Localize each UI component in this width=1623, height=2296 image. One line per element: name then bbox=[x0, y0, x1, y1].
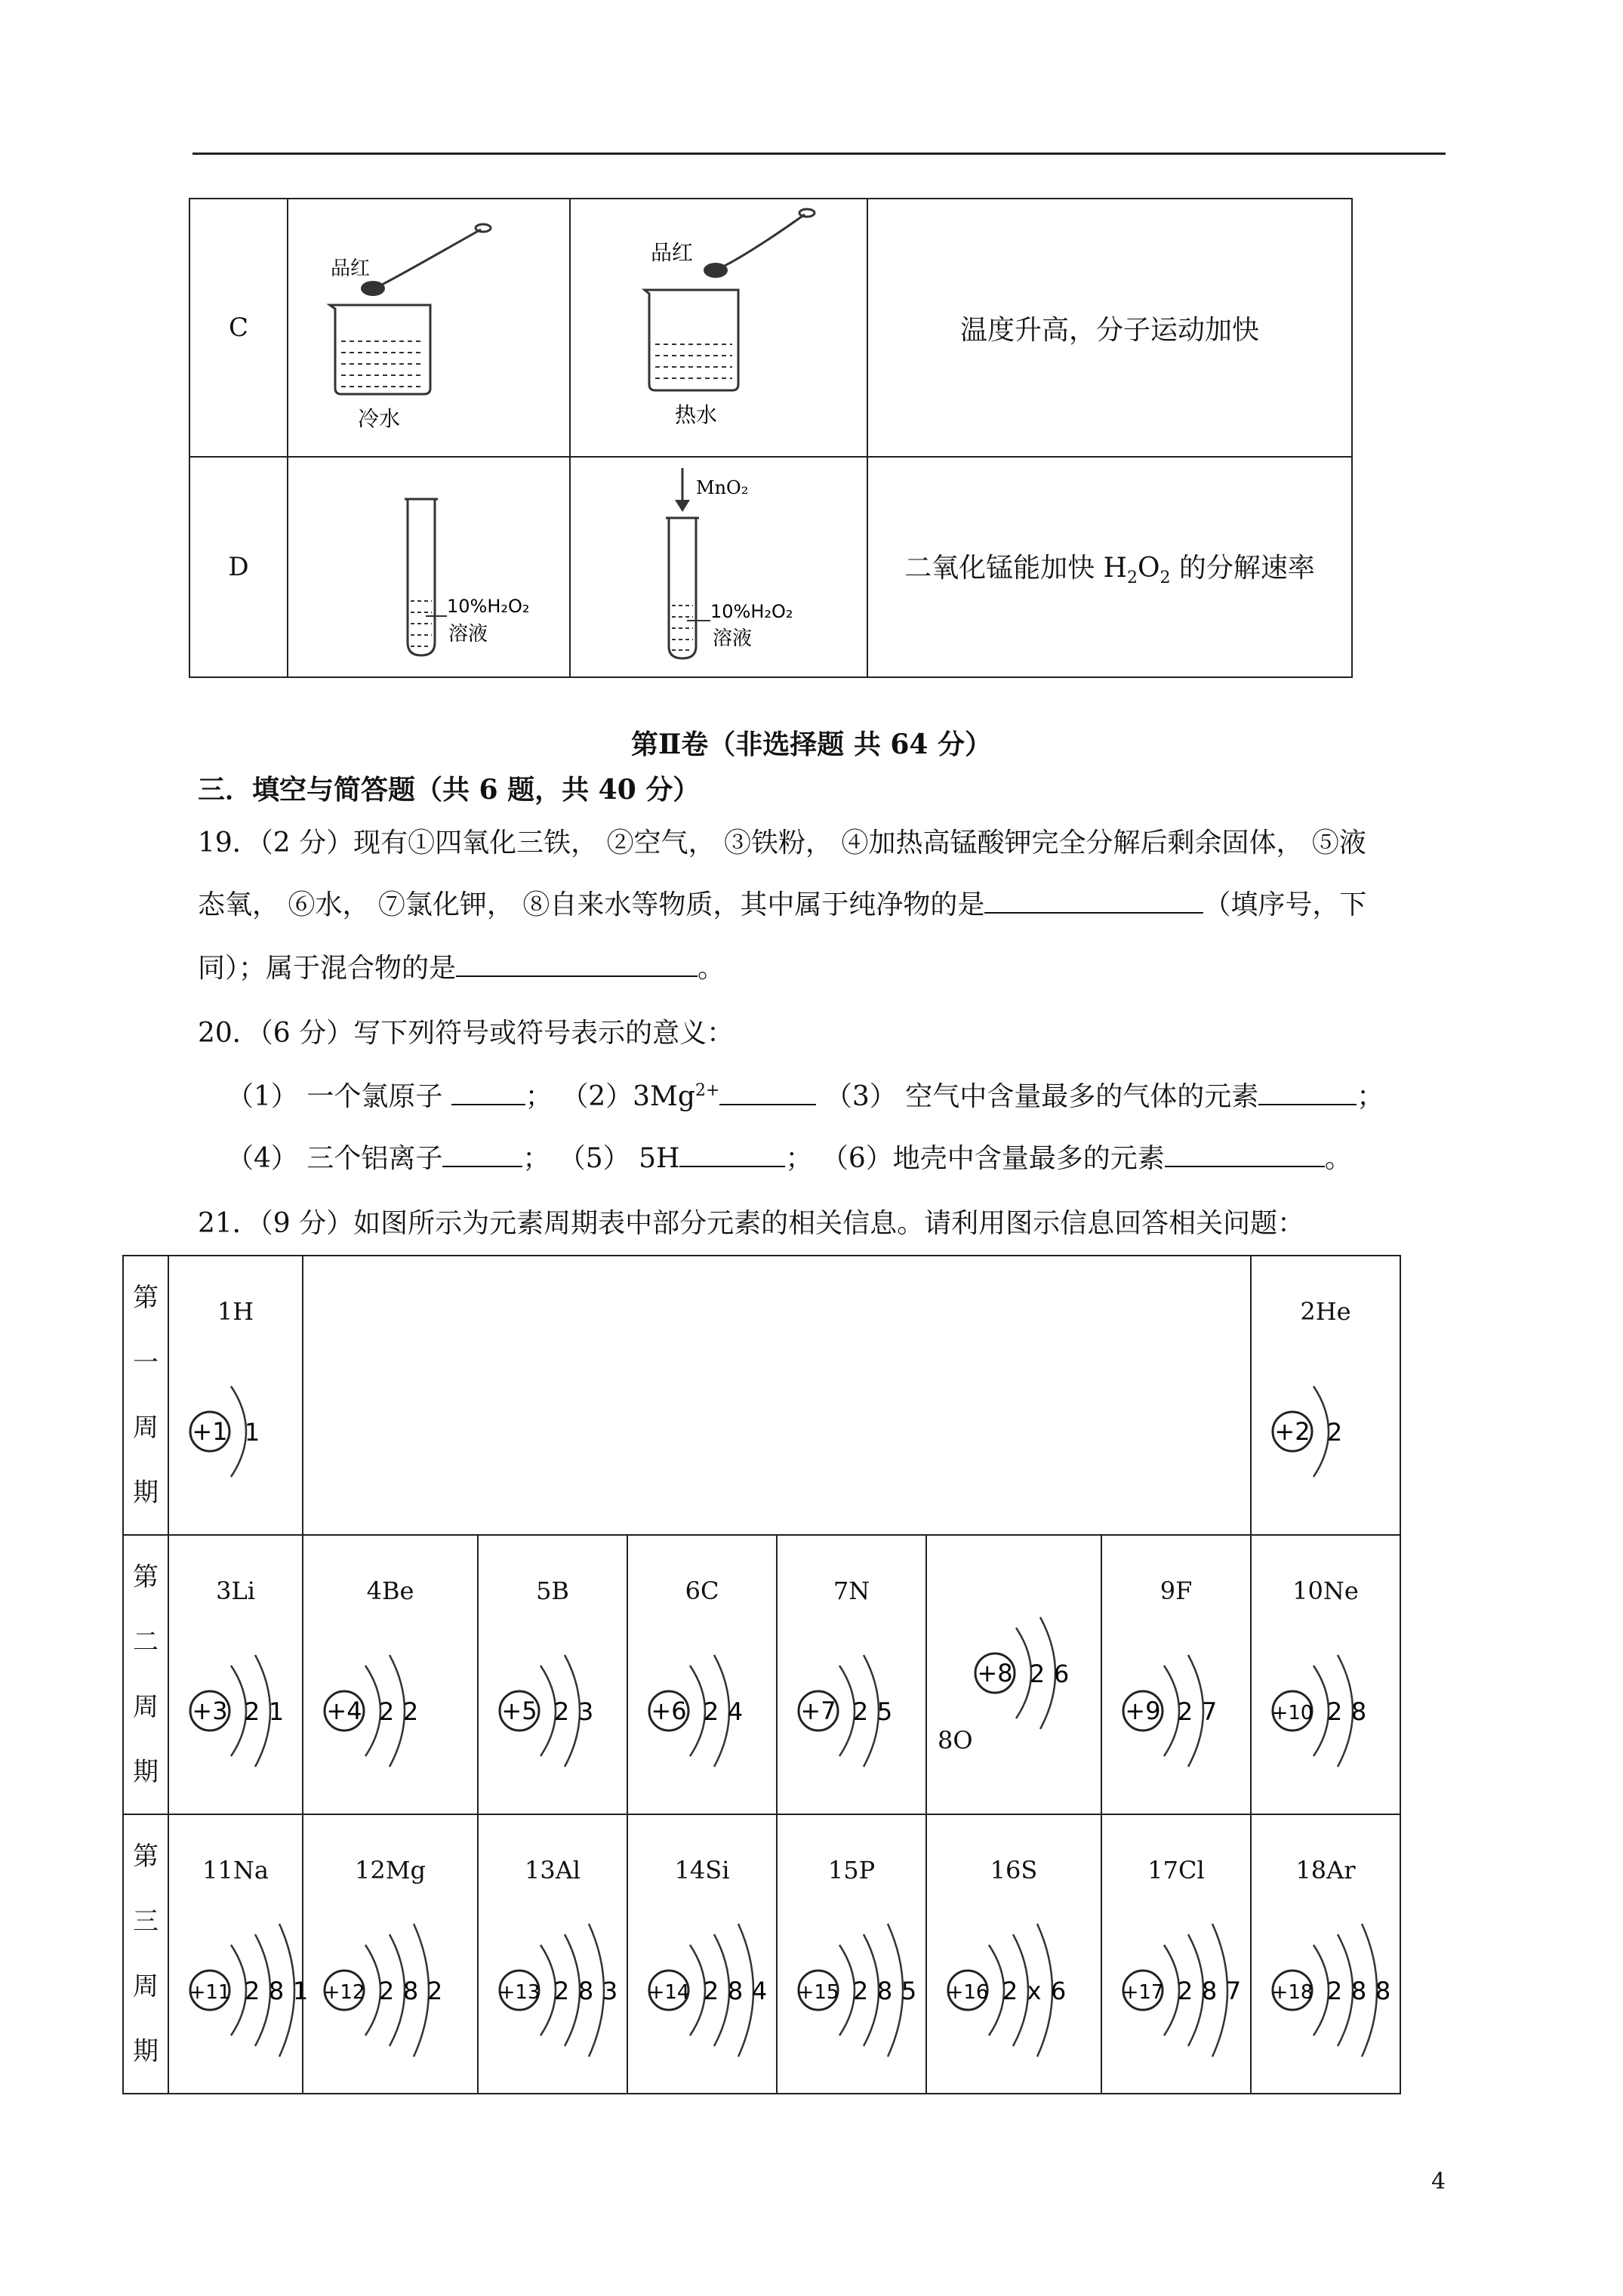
electron-count: 2 bbox=[1177, 1697, 1193, 1726]
element-cell bbox=[303, 1814, 478, 2094]
element-symbol: 10Ne bbox=[1292, 1576, 1359, 1605]
period-label-char: 期 bbox=[133, 1478, 159, 1508]
period-label-char: 三 bbox=[133, 1906, 159, 1937]
nucleus-charge: +3 bbox=[192, 1697, 228, 1725]
nucleus-charge: +16 bbox=[947, 1981, 989, 2004]
beaker-hot-figure bbox=[570, 199, 867, 457]
electron-count: 4 bbox=[727, 1697, 744, 1726]
atom-structure-diagram bbox=[927, 1536, 1102, 1815]
q19-line1: 19．（2 分）现有①四氧化三铁， ②空气， ③铁粉， ④加热高锰酸钾完全分解后剩余固体， ⑤液 bbox=[198, 827, 1366, 858]
conclusion-part: O bbox=[1137, 552, 1160, 584]
electron-count: 6 bbox=[1050, 1977, 1067, 2005]
electron-count: 2 bbox=[852, 1977, 869, 2005]
q19-text: 。 bbox=[698, 953, 725, 984]
period-label-char: 期 bbox=[133, 2036, 159, 2066]
row-label: C bbox=[189, 199, 288, 457]
period-row bbox=[123, 1814, 1400, 2094]
electron-count: 7 bbox=[1225, 1977, 1242, 2005]
element-cell bbox=[478, 1535, 627, 1814]
beaker-hot-illustration bbox=[571, 199, 867, 456]
q19-text: 同）；属于混合物的是 bbox=[198, 953, 457, 984]
electron-count: 6 bbox=[1053, 1660, 1070, 1688]
electron-count: 2 bbox=[703, 1697, 719, 1726]
nucleus-charge: +2 bbox=[1274, 1417, 1310, 1446]
period-label-char: 一 bbox=[133, 1348, 159, 1378]
element-symbol: 17Cl bbox=[1147, 1856, 1205, 1885]
period-label-char: 二 bbox=[133, 1627, 159, 1657]
answer-blank[interactable] bbox=[456, 950, 698, 977]
period-label-char: 周 bbox=[133, 1413, 159, 1443]
electron-count: x bbox=[1027, 1977, 1042, 2005]
nucleus-charge: +9 bbox=[1125, 1697, 1161, 1725]
answer-blank[interactable] bbox=[1165, 1140, 1325, 1167]
electron-count: 2 bbox=[1002, 1977, 1018, 2005]
q21-stem: 21．（9 分）如图所示为元素周期表中部分元素的相关信息。请利用图示信息回答相关问题： bbox=[198, 1208, 1305, 1239]
q19-line3 bbox=[198, 947, 725, 985]
electron-count: 8 bbox=[268, 1977, 285, 2005]
element-symbol: 5B bbox=[536, 1576, 569, 1605]
q20-text: ； （2）3Mg bbox=[525, 1081, 695, 1112]
electron-count: 8 bbox=[577, 1977, 594, 2005]
element-cell bbox=[168, 1535, 303, 1814]
electron-count: 8 bbox=[402, 1977, 419, 2005]
solution-label: 溶液 bbox=[448, 623, 488, 646]
solution-label: 溶液 bbox=[713, 627, 753, 650]
subscript: 2 bbox=[1126, 569, 1138, 588]
period-label-char: 第 bbox=[133, 1283, 159, 1313]
electron-count: 1 bbox=[268, 1697, 285, 1726]
nucleus-charge: +8 bbox=[977, 1659, 1013, 1687]
element-symbol: 9F bbox=[1160, 1576, 1193, 1605]
q19-text: （填序号，下 bbox=[1203, 889, 1367, 920]
nucleus-charge: +5 bbox=[501, 1697, 537, 1725]
element-symbol: 1H bbox=[217, 1297, 254, 1326]
element-symbol: 16S bbox=[990, 1856, 1038, 1885]
q20-text: （1） 一个氯原子 bbox=[226, 1081, 451, 1112]
row-label: D bbox=[189, 457, 288, 677]
element-cell bbox=[777, 1814, 926, 2094]
nucleus-charge: +15 bbox=[797, 1981, 839, 2004]
electron-count: 2 bbox=[852, 1697, 869, 1726]
period-label bbox=[123, 1256, 168, 1535]
element-cell bbox=[168, 1256, 303, 1535]
element-cell bbox=[926, 1535, 1101, 1814]
electron-count: 2 bbox=[244, 1697, 260, 1726]
element-cell bbox=[168, 1814, 309, 2094]
electron-count: 8 bbox=[1201, 1977, 1218, 2005]
solution-concentration: 10%H₂O₂ bbox=[710, 601, 793, 622]
empty-region bbox=[303, 1256, 1251, 1535]
element-cell bbox=[627, 1814, 777, 2094]
electron-count: 7 bbox=[1201, 1697, 1218, 1726]
electron-count: 1 bbox=[292, 1977, 309, 2005]
conclusion-text: 温度升高，分子运动加快 bbox=[867, 199, 1352, 457]
answer-blank[interactable] bbox=[451, 1078, 525, 1105]
element-cell bbox=[478, 1814, 627, 2094]
period-label bbox=[123, 1814, 168, 2094]
dye-label: 品红 bbox=[651, 240, 694, 265]
electron-count: 2 bbox=[553, 1977, 570, 2005]
element-symbol: 18Ar bbox=[1295, 1856, 1356, 1885]
electron-count: 5 bbox=[876, 1697, 893, 1726]
element-symbol: 3Li bbox=[216, 1576, 255, 1605]
period-row bbox=[123, 1535, 1400, 1814]
element-symbol: 14Si bbox=[674, 1856, 730, 1885]
period-row bbox=[123, 1256, 1400, 1535]
electron-count: 2 bbox=[378, 1697, 395, 1726]
q20-text: （4） 三个铝离子 bbox=[226, 1143, 443, 1174]
electron-count: 8 bbox=[727, 1977, 744, 2005]
electron-count: 2 bbox=[703, 1977, 719, 2005]
q20-text: （3） 空气中含量最多的气体的元素 bbox=[816, 1081, 1259, 1112]
period-label-char: 周 bbox=[133, 1692, 159, 1722]
electron-count: 8 bbox=[1350, 1697, 1367, 1726]
electron-count: 2 bbox=[378, 1977, 395, 2005]
element-cell bbox=[627, 1535, 777, 1814]
page-number: 4 bbox=[1431, 2168, 1446, 2195]
catalyst-label: MnO₂ bbox=[696, 477, 749, 498]
nucleus-charge: +17 bbox=[1122, 1981, 1164, 2004]
nucleus-charge: +6 bbox=[651, 1697, 687, 1725]
conclusion-text bbox=[867, 457, 1352, 677]
element-symbol: 4Be bbox=[366, 1576, 414, 1605]
conclusion-part: 二氧化锰能加快 H bbox=[904, 552, 1127, 584]
electron-count: 8 bbox=[1350, 1977, 1367, 2005]
element-cell bbox=[1101, 1535, 1251, 1814]
nucleus-charge: +14 bbox=[648, 1981, 690, 2004]
period-label bbox=[123, 1535, 168, 1814]
test-tube-figure bbox=[288, 457, 570, 677]
q20-text: ； bbox=[1357, 1081, 1384, 1112]
part-title: 三．填空与简答题（共 6 题，共 40 分） bbox=[198, 774, 701, 806]
answer-blank[interactable] bbox=[719, 1078, 816, 1105]
electron-count: 8 bbox=[876, 1977, 893, 2005]
element-symbol: 6C bbox=[685, 1576, 719, 1605]
test-tube-catalyst-figure bbox=[570, 457, 867, 677]
beaker-cold-figure bbox=[288, 199, 570, 457]
q19-line2 bbox=[198, 883, 1366, 922]
period-label-char: 周 bbox=[133, 1971, 159, 2002]
section-title: 第Ⅱ卷（非选择题 共 64 分） bbox=[630, 729, 993, 760]
hot-water-label: 热水 bbox=[675, 402, 718, 427]
element-cell bbox=[777, 1535, 926, 1814]
q20-text: ； （5） 5H bbox=[522, 1143, 680, 1174]
period-label-char: 第 bbox=[133, 1562, 159, 1592]
electron-count: 8 bbox=[1375, 1977, 1391, 2005]
q20-line1 bbox=[226, 1075, 1384, 1114]
electron-count: 4 bbox=[751, 1977, 768, 2005]
conclusion-part: 的分解速率 bbox=[1170, 552, 1315, 584]
dye-label: 品红 bbox=[331, 257, 371, 280]
electron-count: 2 bbox=[1326, 1418, 1343, 1447]
q20-text: 。 bbox=[1324, 1143, 1352, 1174]
test-tube-catalyst-illustration bbox=[571, 458, 867, 676]
cold-water-label: 冷水 bbox=[358, 406, 401, 431]
electron-count: 2 bbox=[402, 1697, 419, 1726]
element-symbol: 15P bbox=[827, 1856, 876, 1885]
element-cell bbox=[1251, 1535, 1400, 1814]
electron-count: 2 bbox=[427, 1977, 443, 2005]
superscript: 2+ bbox=[694, 1081, 720, 1100]
element-symbol: 13Al bbox=[524, 1856, 581, 1885]
electron-count: 3 bbox=[577, 1697, 594, 1726]
element-cell bbox=[303, 1535, 478, 1814]
table-row bbox=[189, 457, 1352, 677]
nucleus-charge: +1 bbox=[192, 1417, 228, 1446]
element-symbol: 11Na bbox=[202, 1856, 269, 1885]
element-cell bbox=[926, 1814, 1101, 2094]
element-symbol: 8O bbox=[938, 1726, 973, 1755]
table-row bbox=[189, 199, 1352, 457]
nucleus-charge: +10 bbox=[1271, 1702, 1313, 1724]
subscript: 2 bbox=[1160, 569, 1171, 588]
element-cell bbox=[1251, 1256, 1400, 1535]
beaker-cold-illustration bbox=[288, 199, 569, 456]
q20-stem: 20．（6 分）写下列符号或符号表示的意义： bbox=[198, 1018, 735, 1049]
nucleus-charge: +12 bbox=[323, 1981, 365, 2004]
experiment-table bbox=[189, 198, 1353, 678]
answer-blank[interactable] bbox=[1258, 1078, 1357, 1105]
answer-blank[interactable] bbox=[442, 1140, 522, 1167]
q19-text: 态氧， ⑥水， ⑦氯化钾， ⑧自来水等物质，其中属于纯净物的是 bbox=[198, 889, 985, 920]
solution-concentration: 10%H₂O₂ bbox=[447, 596, 530, 617]
nucleus-charge: +13 bbox=[498, 1981, 540, 2004]
electron-count: 2 bbox=[244, 1977, 260, 2005]
nucleus-charge: +18 bbox=[1271, 1981, 1313, 2004]
periodic-table bbox=[122, 1255, 1401, 2094]
period-label-char: 期 bbox=[133, 1757, 159, 1787]
element-symbol: 7N bbox=[833, 1576, 870, 1605]
nucleus-charge: +7 bbox=[800, 1697, 836, 1725]
electron-count: 2 bbox=[1326, 1977, 1343, 2005]
header-rule bbox=[192, 153, 1446, 155]
test-tube-illustration bbox=[288, 458, 569, 676]
nucleus-charge: +11 bbox=[189, 1981, 231, 2004]
q20-text: ； （6）地壳中含量最多的元素 bbox=[785, 1143, 1165, 1174]
answer-blank[interactable] bbox=[984, 886, 1203, 914]
element-symbol: 2He bbox=[1300, 1297, 1351, 1326]
q20-line2 bbox=[226, 1137, 1352, 1176]
electron-count: 5 bbox=[901, 1977, 917, 2005]
nucleus-charge: +4 bbox=[326, 1697, 362, 1725]
electron-count: 1 bbox=[244, 1418, 260, 1447]
element-cell bbox=[1101, 1814, 1251, 2094]
answer-blank[interactable] bbox=[679, 1140, 785, 1167]
electron-count: 2 bbox=[1177, 1977, 1193, 2005]
electron-count: 2 bbox=[1029, 1660, 1046, 1688]
electron-count: 2 bbox=[1326, 1697, 1343, 1726]
electron-count: 2 bbox=[553, 1697, 570, 1726]
element-symbol: 12Mg bbox=[355, 1856, 426, 1885]
electron-count: 3 bbox=[602, 1977, 618, 2005]
period-label-char: 第 bbox=[133, 1841, 159, 1872]
element-cell bbox=[1251, 1814, 1400, 2094]
